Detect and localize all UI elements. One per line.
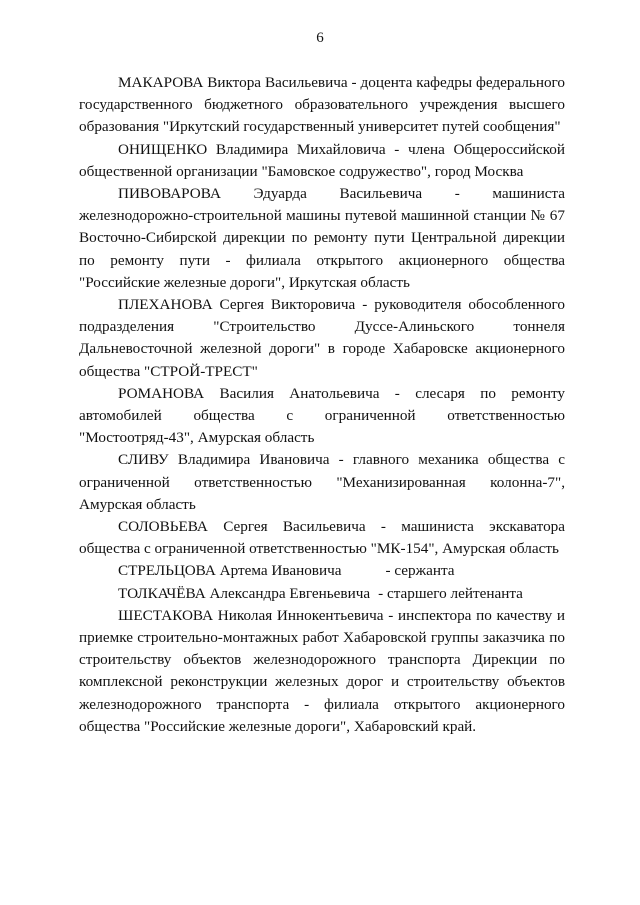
surname: СОЛОВЬЕВА xyxy=(118,518,208,536)
list-item xyxy=(79,449,565,516)
military-rank: - сержанта xyxy=(385,562,455,580)
entry-details: Николая Иннокентьевича - инспектора по качеству и приемке строительно-монтажных работ Хабаровской группы заказчика по строительству объектов железнодорожного транспорта Дирекции по комплексной реконструкции железных дорог и строительству объектов железнодорожного транспорта - филиала открытого акционерного общества "Российские железные дороги", Хабаровский край. xyxy=(79,606,566,735)
list-item xyxy=(79,383,565,450)
list-item xyxy=(79,139,565,183)
list-item xyxy=(79,72,565,139)
entry-details: Виктора Васильевича - доцента кафедры федерального государственного бюджетного образовательного учреждения высшего образования "Иркутский государственный университет путей сообщения" xyxy=(79,74,565,136)
entry-details: Владимира Ивановича - главного механика общества с ограниченной ответственностью "Механизированная колонна-7", Амурская область xyxy=(79,451,565,513)
entry-details: Василия Анатольевича - слесаря по ремонту автомобилей общества с ограниченной ответственностью "Мостоотряд-43", Амурская область xyxy=(79,384,565,447)
entry-details: Эдуарда Васильевича - машиниста железнодорожно-строительной машины путевой машинной станции № 67 Восточно-Сибирской дирекции по ремонту пути Центральной дирекции по ремонту пути - филиала открытого акционерного общества "Российские железные дороги", Иркутская область xyxy=(79,185,565,291)
list-item xyxy=(79,605,565,738)
surname: ОНИЩЕНКО xyxy=(118,140,208,158)
surname: ШЕСТАКОВА xyxy=(118,606,214,624)
military-rank: - старшего лейтенанта xyxy=(378,584,523,602)
given-name: Артема Ивановича xyxy=(219,562,342,580)
given-name: Александра Евгеньевича xyxy=(209,584,371,602)
surname: ПЛЕХАНОВА xyxy=(118,296,213,314)
surname: РОМАНОВА xyxy=(118,384,205,402)
surname: ПИВОВАРОВА xyxy=(118,185,221,203)
surname: МАКАРОВА xyxy=(118,74,204,91)
entry-details: Сергея Викторовича - руководителя обособленного подразделения "Строительство Дуссе-Алиньского тоннеля Дальневосточной железной дороги" в городе Хабаровске акционерного общества "СТРОЙ-ТРЕСТ" xyxy=(79,296,565,380)
list-item xyxy=(79,516,565,560)
list-item xyxy=(79,294,565,383)
award-list xyxy=(79,72,565,738)
entry-details: Владимира Михайловича - члена Общероссийской общественной организации "Бамовское содружество", город Москва xyxy=(79,140,565,180)
list-item xyxy=(79,560,565,582)
list-item xyxy=(79,183,565,294)
list-item xyxy=(79,583,565,605)
entry-details: Сергея Васильевича - машиниста экскаватора общества с ограниченной ответственностью "МК-154", Амурская область xyxy=(79,518,566,558)
surname: СЛИВУ xyxy=(118,451,169,469)
surname: ТОЛКАЧЁВА xyxy=(118,584,206,602)
page-number: 6 xyxy=(316,30,324,46)
surname: СТРЕЛЬЦОВА xyxy=(118,562,216,580)
